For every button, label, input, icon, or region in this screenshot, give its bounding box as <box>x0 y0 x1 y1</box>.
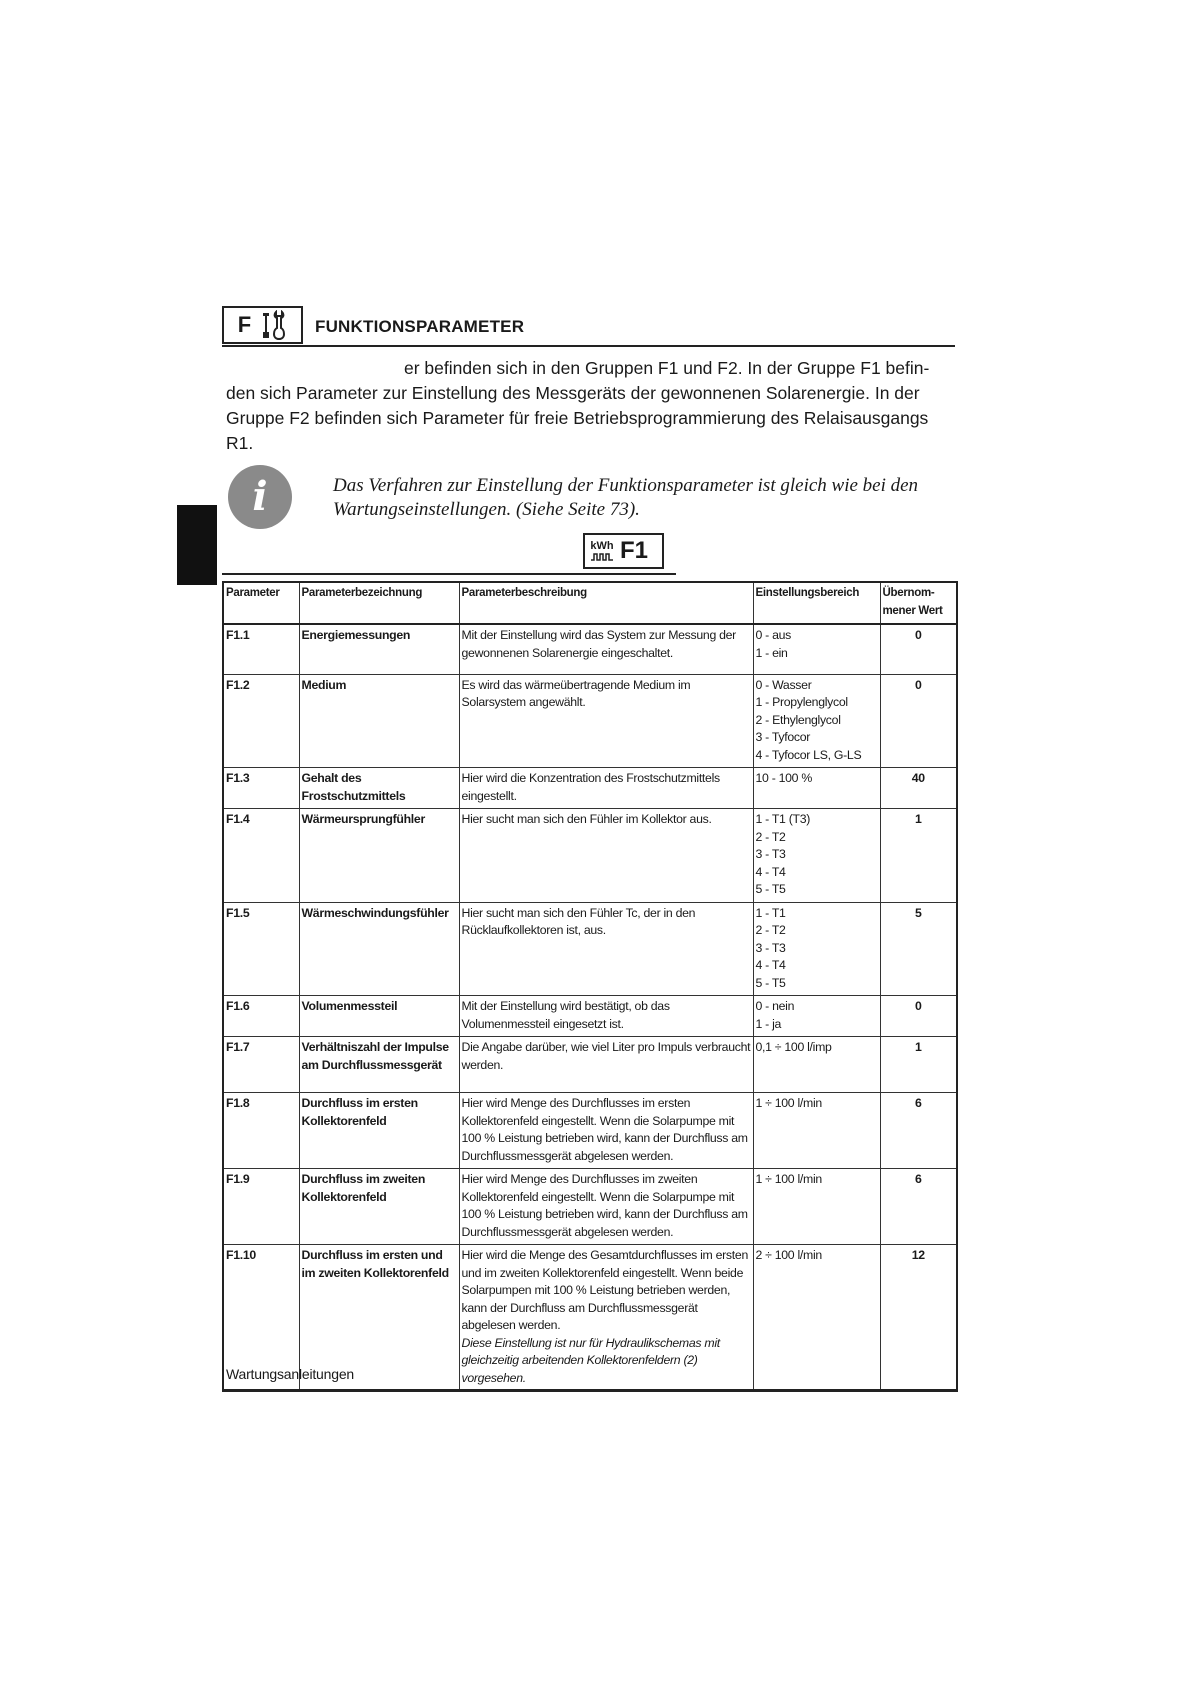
param-id: F1.10 <box>223 1245 299 1392</box>
description-note: Diese Einstellung ist nur für Hydraulikschemas mit gleichzeitig arbeitenden Kollektorenfeldern (2) vorgesehen. <box>461 1335 720 1385</box>
range-option: 1 ÷ 100 l/min <box>755 1096 822 1110</box>
param-description <box>459 902 753 996</box>
table-row <box>223 809 957 903</box>
description-text: Hier sucht man sich den Fühler Tc, der in den Rücklaufkollektoren ist, aus. <box>461 905 696 937</box>
header-name: Parameterbezeichnung <box>299 582 459 624</box>
range-option: 1 - T1 <box>755 905 786 920</box>
param-range <box>753 902 880 996</box>
table-header-row <box>223 582 957 624</box>
param-name: Durchfluss im ersten Kollektorenfeld <box>299 1093 459 1169</box>
section-badge <box>222 306 303 344</box>
param-id: F1.2 <box>223 674 299 768</box>
intro-line-rest: den sich Parameter zur Einstellung des Messgeräts der gewonnenen Solarenergie. In der Gruppe F2 befinden sich Parameter für freie Betriebsprogrammierung des Relaisausgangs R1. <box>226 383 929 453</box>
range-option: 2 ÷ 100 l/min <box>755 1248 822 1262</box>
divider-top <box>222 345 955 347</box>
param-description <box>459 809 753 903</box>
param-id: F1.1 <box>223 624 299 674</box>
range-option: 1 - ein <box>755 645 788 660</box>
divider-bottom <box>222 1389 956 1392</box>
intro-line-first: er befinden sich in den Gruppen F1 und F2. In der Gruppe F1 befin- <box>404 358 930 378</box>
param-range <box>753 996 880 1037</box>
description-text: Mit der Einstellung wird das System zur Messung der gewonnenen Solarenergie eingeschaltet. <box>461 628 736 660</box>
description-text: Die Angabe darüber, wie viel Liter pro Impuls verbraucht werden. <box>461 1040 751 1072</box>
param-range <box>753 1037 880 1093</box>
param-default: 0 <box>880 674 957 768</box>
description-text: Hier wird Menge des Durchflusses im zweiten Kollektorenfeld eingestellt. Wenn die Solarpumpe mit 100 % Leistung betrieben wird, kann der Durchfluss am Durchflussmessgerät abgelesen werden. <box>461 1172 748 1239</box>
table-row <box>223 768 957 809</box>
range-option: 0,1 ÷ 100 l/imp <box>755 1040 832 1054</box>
param-range <box>753 809 880 903</box>
footer-label: Wartungsanleitungen <box>226 1366 354 1382</box>
range-option: 1 - ja <box>755 1016 782 1031</box>
param-range <box>753 1245 880 1392</box>
description-text: Es wird das wärmeübertragende Medium im Solarsystem angewählt. <box>461 677 691 709</box>
table-row <box>223 674 957 768</box>
param-description <box>459 1037 753 1093</box>
param-id: F1.7 <box>223 1037 299 1093</box>
param-name: Durchfluss im ersten und im zweiten Kollektorenfeld <box>299 1245 459 1392</box>
range-option: 0 - Wasser <box>755 677 812 692</box>
param-name: Wärmeursprungfühler <box>299 809 459 903</box>
param-description <box>459 1093 753 1169</box>
table-row <box>223 1169 957 1245</box>
description-text: Hier wird die Konzentration des Frostschutzmittels eingestellt. <box>461 771 720 803</box>
param-name: Volumenmessteil <box>299 996 459 1037</box>
intro-text <box>226 356 956 456</box>
tools-icon <box>259 310 287 340</box>
param-default: 6 <box>880 1169 957 1245</box>
header-default: Übernom-mener Wert <box>880 582 957 624</box>
section-title: FUNKTIONSPARAMETER <box>315 317 525 336</box>
param-default: 1 <box>880 809 957 903</box>
energy-meter-icon: kWh <box>590 541 614 562</box>
param-range <box>753 624 880 674</box>
range-option: 1 ÷ 100 l/min <box>755 1172 822 1186</box>
table-row <box>223 996 957 1037</box>
range-option: 4 - T4 <box>755 864 786 879</box>
range-option: 3 - Tyfocor <box>755 730 811 744</box>
param-default: 1 <box>880 1037 957 1093</box>
param-id: F1.4 <box>223 809 299 903</box>
info-icon: i <box>228 465 292 529</box>
param-name: Medium <box>299 674 459 768</box>
description-text: Hier wird die Menge des Gesamtdurchflusses im ersten und im zweiten Kollektorenfeld eingestellt. Wenn beide Solarpumpen mit 100 % Leistung betrieben werden, kann der Durchfluss am Durchflussmessgerät abgelesen werden. <box>461 1248 748 1332</box>
range-option: 4 - T4 <box>755 958 786 972</box>
param-default: 40 <box>880 768 957 809</box>
param-range <box>753 768 880 809</box>
table-row <box>223 1093 957 1169</box>
header-parameter: Parameter <box>223 582 299 624</box>
param-description <box>459 674 753 768</box>
param-name: Wärmeschwindungsfühler <box>299 902 459 996</box>
range-option: 10 - 100 % <box>755 771 812 785</box>
table-row <box>223 902 957 996</box>
description-text: Hier sucht man sich den Fühler im Kollektor aus. <box>461 812 712 826</box>
param-description <box>459 996 753 1037</box>
range-option: 5 - T5 <box>755 975 786 990</box>
header-range: Einstellungsbereich <box>753 582 880 624</box>
param-description <box>459 624 753 674</box>
param-id: F1.3 <box>223 768 299 809</box>
table-row <box>223 624 957 674</box>
range-option: 2 - T2 <box>755 829 786 844</box>
param-name: Durchfluss im zweiten Kollektorenfeld <box>299 1169 459 1245</box>
param-default: 0 <box>880 624 957 674</box>
section-letter: F <box>237 312 252 337</box>
param-default: 6 <box>880 1093 957 1169</box>
param-default: 0 <box>880 996 957 1037</box>
chapter-tab <box>177 505 217 585</box>
table-row <box>223 1037 957 1093</box>
param-default: 12 <box>880 1245 957 1392</box>
param-description <box>459 768 753 809</box>
info-note: Das Verfahren zur Einstellung der Funktionsparameter ist gleich wie bei den Wartungseinstellungen. (Siehe Seite 73). <box>333 475 919 520</box>
header-description: Parameterbeschreibung <box>459 582 753 624</box>
param-id: F1.9 <box>223 1169 299 1245</box>
param-name: Energiemessungen <box>299 624 459 674</box>
range-option: 5 - T5 <box>755 882 786 896</box>
param-default: 5 <box>880 902 957 996</box>
range-option: 3 - T3 <box>755 940 786 955</box>
param-range <box>753 1093 880 1169</box>
range-option: 0 - nein <box>755 999 795 1013</box>
param-range <box>753 674 880 768</box>
param-description <box>459 1245 753 1392</box>
divider-mid <box>222 573 676 575</box>
param-range <box>753 1169 880 1245</box>
range-option: 2 - T2 <box>755 923 786 937</box>
description-text: Mit der Einstellung wird bestätigt, ob das Volumenmessteil eingesetzt ist. <box>461 999 670 1031</box>
f1-group-badge <box>583 533 664 569</box>
range-option: 1 - Propylenglycol <box>755 695 848 709</box>
f1-label: F1 <box>620 537 649 564</box>
range-option: 2 - Ethylenglycol <box>755 712 841 727</box>
param-id: F1.5 <box>223 902 299 996</box>
parameter-table <box>222 581 958 1392</box>
param-id: F1.8 <box>223 1093 299 1169</box>
param-id: F1.6 <box>223 996 299 1037</box>
description-text: Hier wird Menge des Durchflusses im ersten Kollektorenfeld eingestellt. Wenn die Solarpumpe mit 100 % Leistung betrieben wird, kann der Durchfluss am Durchflussmessgerät abgelesen werden. <box>461 1096 748 1163</box>
range-option: 4 - Tyfocor LS, G-LS <box>755 747 862 762</box>
param-name: Verhältniszahl der Impulse am Durchflussmessgerät <box>299 1037 459 1093</box>
param-description <box>459 1169 753 1245</box>
range-option: 3 - T3 <box>755 847 786 861</box>
range-option: 0 - aus <box>755 628 791 642</box>
param-name: Gehalt des Frostschutzmittels <box>299 768 459 809</box>
range-option: 1 - T1 (T3) <box>755 812 811 826</box>
